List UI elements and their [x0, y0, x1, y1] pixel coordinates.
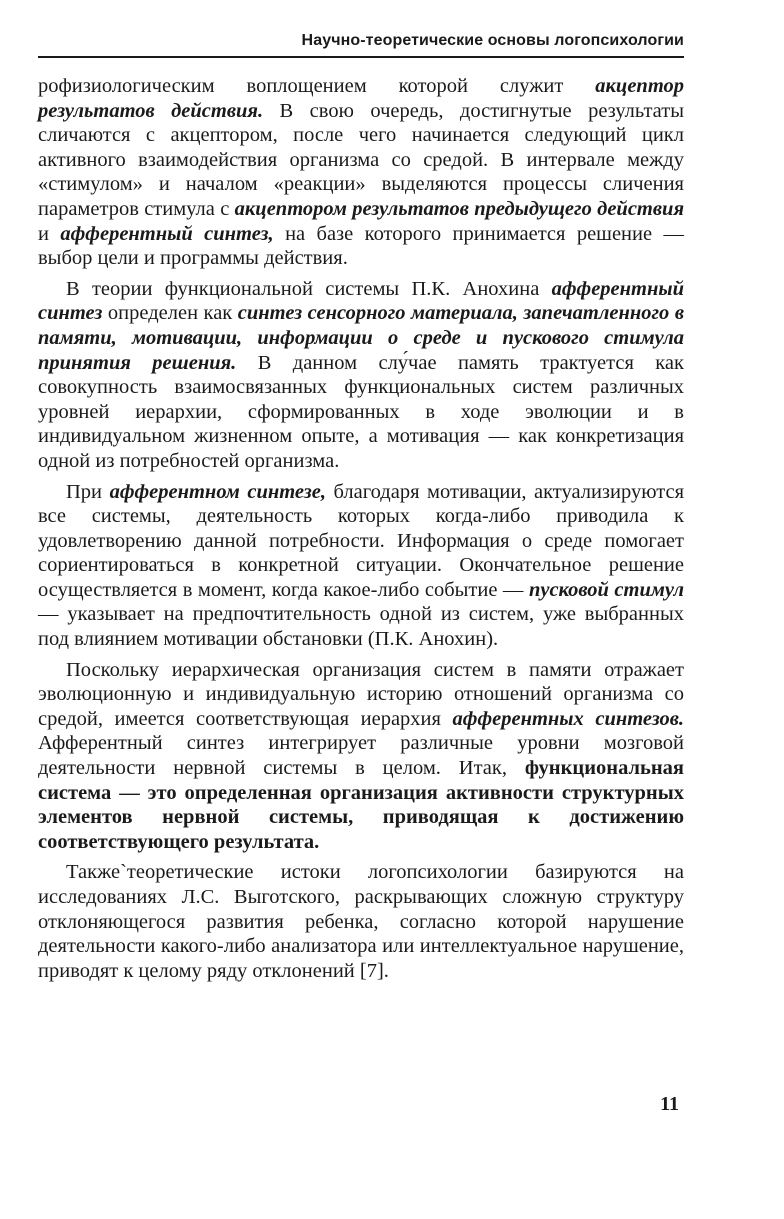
running-head: [38, 30, 684, 58]
text-run: — указывает на предпочтительность одной из систем, уже выбранных под влиянием мотивации обстановки (П.К. Анохин).: [38, 603, 684, 651]
page-number: 11: [660, 1093, 679, 1115]
body-text: [38, 74, 684, 989]
text-run: на базе которого принимается решение — выбор цели и программы действия.: [38, 222, 684, 270]
emphasized-term: афферентный синтез,: [60, 222, 274, 245]
paragraph-2: [38, 277, 684, 474]
text-run: В данном слу́чае память трактуется как совокупность взаимосвязанных функциональных систем различных уровней иерархии, сформированных в ходе эволюции и в индивидуальном жизненном опыте, а мотивация — как конкретизация одной из потребностей организма.: [38, 351, 684, 472]
text-run: благодаря мотивации, актуализируются все системы, деятельность которых когда-либо приводила к удовлетворению данной потребности. Информация о среде помогает сориентироваться в конкретной ситуации. Окончательное решение осуществляется в момент, когда какое-либо событие —: [38, 480, 685, 601]
emphasized-term: афферентном синтезе,: [109, 480, 326, 503]
running-head-title: Научно-теоретические основы логопсихологии: [301, 32, 684, 49]
emphasized-term: афферентных синтезов.: [452, 707, 684, 730]
text-run: Поскольку иерархическая организация систем в памяти отражает эволюционную и индивидуальную историю отношений организма со средой, имеется соответствующая иерархия: [38, 658, 684, 730]
emphasized-term: акцептор результатов действия.: [38, 75, 684, 122]
text-run: В теории функциональной системы П.К. Анохина: [66, 277, 552, 300]
text-run: и: [38, 222, 61, 245]
paragraph-5: [38, 860, 684, 983]
text-run: Также`теоретические истоки логопсихологии базируются на исследованиях Л.С. Выготского, раскрывающих сложную структуру отклоняющегося развития ребенка, согласно которой нарушение деятельности какого-либо анализатора или интеллектуальное нарушение, приводят к целому ряду отклонений [7].: [38, 861, 684, 982]
bold-definition: функциональная система — это определенная организация активности структурных элементов нервной системы, приводящая к достижению соответствующего результата.: [38, 757, 684, 853]
emphasized-term: синтез сенсорного материала, запечатленного в памяти, мотивации, информации о среде и пускового стимула принятия решения.: [38, 302, 684, 374]
text-run: рофизиологическим воплощением которой служит: [38, 75, 596, 97]
text-run: В свою очередь, достигнутые результаты сличаются с акцептором, после чего начинается следующий цикл активного взаимодействия организма со средой. В интервале между «стимулом» и началом «реакции» выделяются процессы сличения параметров стимула с: [38, 99, 684, 220]
paragraph-3: [38, 480, 684, 652]
text-run: определен как: [102, 302, 238, 325]
text-run: Афферентный синтез интегрирует различные уровни мозговой деятельности нервной системы в целом. Итак,: [38, 732, 684, 780]
paragraph-4: [38, 658, 684, 855]
emphasized-term: афферентный синтез: [38, 277, 684, 325]
emphasized-term: акцептором результатов предыдущего действия: [234, 197, 684, 220]
text-run: При: [66, 480, 110, 503]
emphasized-term: пусковой стимул: [528, 578, 684, 601]
paragraph-1: [38, 74, 684, 271]
